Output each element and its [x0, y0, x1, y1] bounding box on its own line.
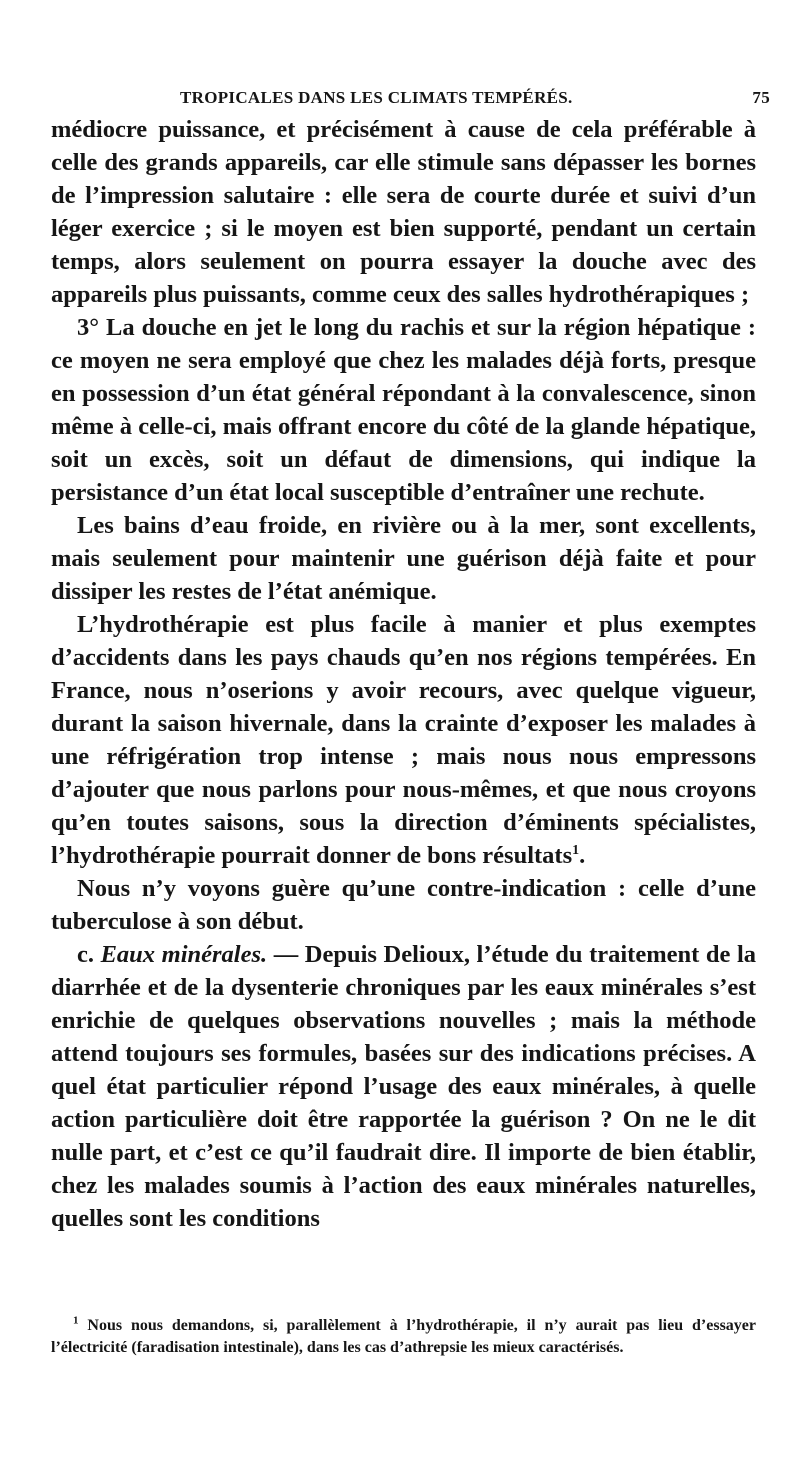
- paragraph-hydrotherapie-text: L’hydrothérapie est plus facile à manier et plus exemptes d’accidents dans les pays chauds qu’en nos régions tempérées. En France, nous n’oserions y avoir recours, avec quelque vigueur, durant la saison hivernale, dans la crainte d’exposer les malades à une réfrigération trop intense ; mais nous nous empressons d’ajouter que nous parlons pour nous-mêmes, et que nous croyons qu’en toutes saisons, sous la direction d’éminents spécialistes, l’hydrothérapie pourrait donner de bons résultats: [51, 611, 756, 869]
- paragraph-eaux-minerales: [51, 938, 756, 1235]
- paragraph-hydrotherapie-end: .: [579, 842, 586, 869]
- section-title: Eaux minérales.: [100, 941, 268, 968]
- footnote-reference: 1: [572, 842, 580, 858]
- paragraph-bains: Les bains d’eau froide, en rivière ou à la mer, sont excellents, mais seulement pour maintenir une guérison déjà faite et pour dissiper les restes de l’état anémique.: [51, 512, 756, 605]
- footnote: [51, 1315, 756, 1359]
- footnote-text: Nous nous demandons, si, parallèlement à l’hydrothérapie, il n’y aurait pas lieu d’essayer l’électricité (faradisation intestinale), dans les cas d’athrepsie les mieux caractérisés.: [51, 1317, 756, 1356]
- footnote-mark: 1: [73, 1314, 79, 1327]
- paragraph-douche-jet: 3° La douche en jet le long du rachis et sur la région hépatique : ce moyen ne sera employé que chez les malades déjà forts, presque en possession d’un état général répondant à la convalescence, sinon même à celle-ci, mais offrant encore du côté de la glande hépatique, soit un excès, soit un défaut de dimensions, qui indique la persistance d’un état local susceptible d’entraîner une rechute.: [51, 314, 756, 506]
- section-text: — Depuis Delioux, l’étude du traitement de la diarrhée et de la dysenterie chroniques par les eaux minérales s’est enrichie de quelques observations nouvelles ; mais la méthode attend toujours ses formules, basées sur des indications précises. A quel état particulier répond l’usage des eaux minérales, à quelle action particulière doit être rapportée la guérison ? On ne le dit nulle part, et c’est ce qu’il faudrait dire. Il importe de bien établir, chez les malades soumis à l’action des eaux minérales naturelles, quelles sont les conditions: [51, 941, 757, 1232]
- paragraph-contre-indication: Nous n’y voyons guère qu’une contre-indication : celle d’une tuberculose à son début.: [51, 875, 756, 935]
- page-number: 75: [752, 88, 770, 107]
- paragraph-hydrotherapie: [51, 608, 756, 872]
- section-label: c.: [77, 941, 94, 968]
- running-title: TROPICALES DANS LES CLIMATS TEMPÉRÉS.: [180, 88, 573, 107]
- body-text: [51, 113, 756, 1235]
- paragraph-continuation: médiocre puissance, et précisément à cause de cela préférable à celle des grands appareils, car elle stimule sans dépasser les bornes de l’impression salutaire : elle sera de courte durée et suivi d’un léger exercice ; si le moyen est bien supporté, pendant un certain temps, alors seulement on pourra essayer la douche avec des appareils plus puissants, comme ceux des salles hydrothérapiques ;: [51, 116, 756, 308]
